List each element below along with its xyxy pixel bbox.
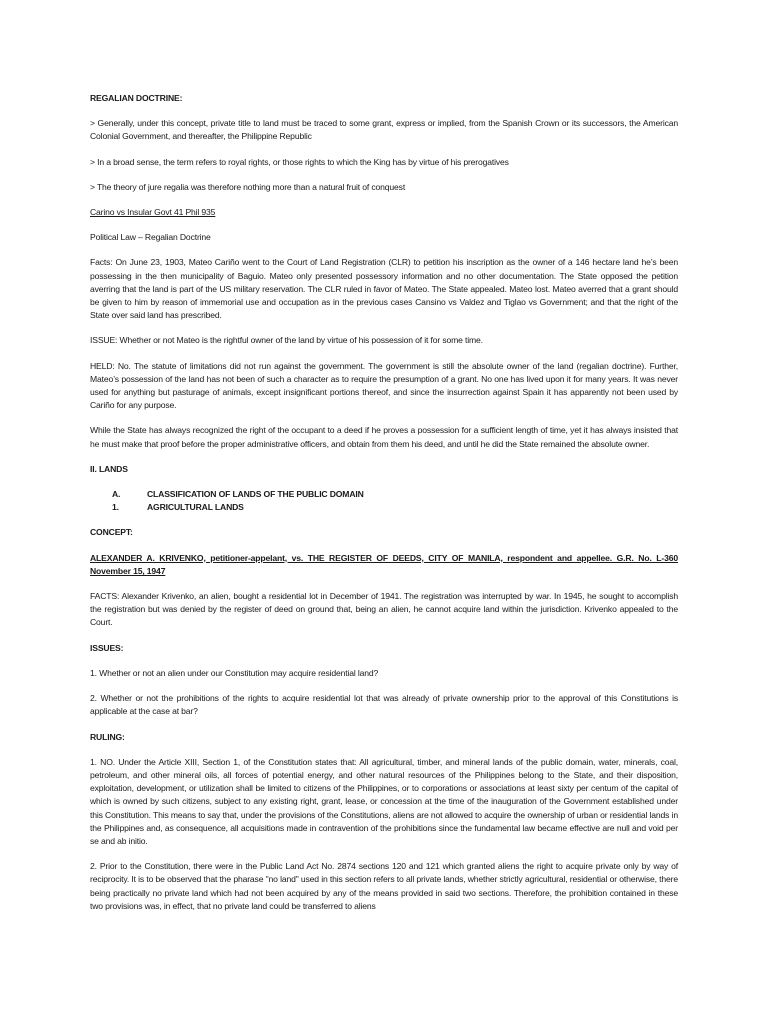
section-heading: REGALIAN DOCTRINE: bbox=[90, 93, 183, 103]
issue-item: 1. Whether or not an alien under our Constitution may acquire residential land? bbox=[90, 667, 379, 678]
case-issue: ISSUE: Whether or not Mateo is the rightful owner of the land by virtue of his possession of it for some time. bbox=[90, 335, 483, 346]
ruling-item: 2. Prior to the Constitution, there were in the Public Land Act No. 2874 sections 120 and 121 which granted aliens the right to acquire private only by way of reciprocity. It is to be observed that the pharase "no land" used in this section refers to all private lands, whether strictly agricultural, residential or otherwise, there being practically no private land which had not been acquired by any of the means provided in said two sections. Therefore, the prohibition contained in these two provisions was, in effect, that no private land could be transferred to aliens bbox=[90, 861, 678, 911]
case-held: HELD: No. The statute of limitations did not run against the government. The government is still the absolute owner of the land (regalian doctrine). Further, Mateo’s possession of the land has not been of such a character as to require the presumption of a grant. No one has lived upon it for many years. It was never used for anything but pasturage of animals, except insignificant portions thereof, and since the insurrection against Spain it has apparently not been used by Cariño for any purpose. bbox=[90, 360, 678, 411]
bullet-paragraph: > In a broad sense, the term refers to royal rights, or those rights to which the King has by virtue of his prerogatives bbox=[90, 156, 509, 167]
issue-item: 2. Whether or not the prohibitions of the rights to acquire residential lot that was already of private ownership prior to the approval of this Constitutions is applicable at the case at bar? bbox=[90, 693, 678, 717]
case-held-continued: While the State has always recognized the right of the occupant to a deed if he proves a possession for a sufficient length of time, yet it has always insisted that he must make that proof before the proper administrative officers, and obtain from them his deed, and until he did the State remained the absolute owner. bbox=[90, 425, 678, 449]
case-title: ALEXANDER A. KRIVENKO, petitioner-appelant, vs. THE REGISTER OF DEEDS, CITY OF MANILA, respondent and appellee. G.R. No. L-360 November 15, 1947 bbox=[90, 552, 678, 576]
outline-text: AGRICULTURAL LANDS bbox=[147, 502, 244, 513]
ruling-item: 1. NO. Under the Article XIII, Section 1, of the Constitution states that: All agricultural, timber, and mineral lands of the public domain, water, minerals, coal, petroleum, and other mineral oils, all forces of potential energy, and other natural resources of the Philippines belong to the State, and their disposition, exploitation, development, or utilization shall be limited to citizens of the Philippines, or to corporations or associations at least sixty per centum of the capital of which is owned by such citizens, subject to any existing right, grant, lease, or concession at the time of the inauguration of the Government established under this Constitution. This means to say that, under the provisions of the Constitutions, aliens are not allowed to acquire the ownership of urban or residential lands in the Philippines and, as consequence, all acquisitions made in contravention of the prohibitions since the fundamental law became effective are null and void per se and ab initio. bbox=[90, 756, 678, 846]
ruling-label: RULING: bbox=[90, 731, 125, 742]
outline-item bbox=[90, 501, 678, 514]
outline-number: 1. bbox=[112, 502, 119, 513]
bullet-paragraph: > Generally, under this concept, private title to land must be traced to some grant, express or implied, from the Spanish Crown or its successors, the American Colonial Government, and thereafter, the Philippine Republic bbox=[90, 118, 678, 142]
concept-label: CONCEPT: bbox=[90, 527, 133, 538]
case-facts: Facts: On June 23, 1903, Mateo Cariño went to the Court of Land Registration (CLR) to petition his inscription as the owner of a 146 hectare land he’s been possessing in the then municipality of Baguio. Mateo only presented possessory information and no other documentation. The State opposed the petition averring that the land is part of the US military reservation. The CLR ruled in favor of Mateo. The State appealed. Mateo lost. Mateo averred that a grant should be given to him by reason of immemorial use and occupation as in the previous cases Cansino vs Valdez and Tiglao vs Government; and that the right of the State over said land has prescribed. bbox=[90, 257, 678, 321]
issues-label: ISSUES: bbox=[90, 642, 124, 653]
bullet-paragraph: > The theory of jure regalia was therefore nothing more than a natural fruit of conquest bbox=[90, 181, 406, 192]
case-topic: Political Law – Regalian Doctrine bbox=[90, 232, 211, 243]
outline-text: CLASSIFICATION OF LANDS OF THE PUBLIC DOMAIN bbox=[147, 489, 364, 500]
outline-list bbox=[90, 488, 678, 514]
case-title: Carino vs Insular Govt 41 Phil 935 bbox=[90, 207, 216, 218]
section-title: II. LANDS bbox=[90, 463, 128, 474]
outline-number: A. bbox=[112, 489, 121, 500]
outline-item bbox=[90, 488, 678, 501]
case-facts: FACTS: Alexander Krivenko, an alien, bought a residential lot in December of 1941. The registration was interrupted by war. In 1945, he sought to accomplish the registration but was denied by the register of deed on ground that, being an alien, he cannot acquire land within the jurisdiction. Krivenko appealed to the Court. bbox=[90, 591, 678, 628]
